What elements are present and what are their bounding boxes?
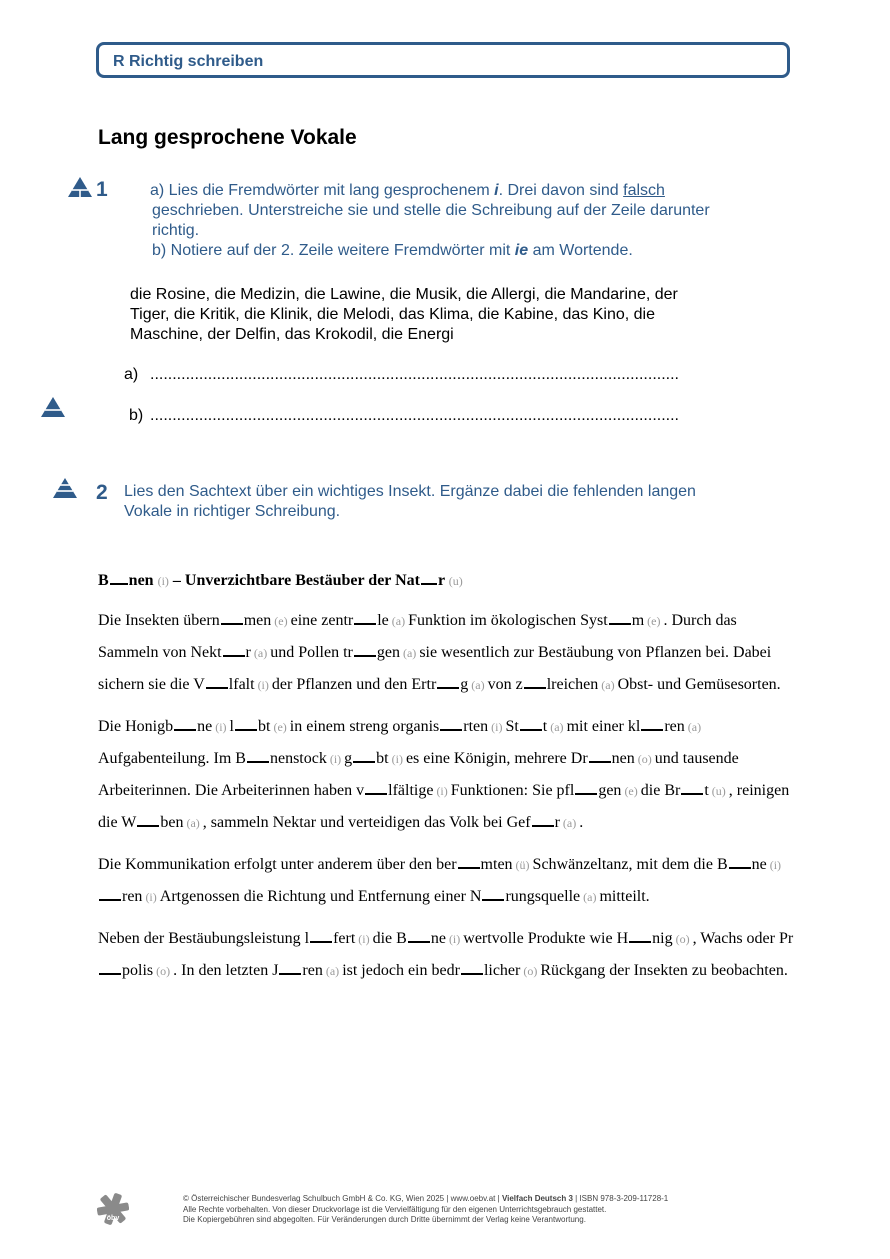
- gap[interactable]: [221, 611, 243, 625]
- paragraph-1: Die Insekten übern men (e) eine zentr le (a) Funktion im ökologischen Syst m (e) . Durch das Sammeln von Nekt r (a) und Pollen tr gen (a) sie wesentlich zur Bestäubung von Pflanzen bei. Dabei sichern sie die V lfalt (i) der Pflanzen und den Ertr g (a) von z lreichen (a) Obst- und Gemüsesorten.: [98, 612, 781, 693]
- gap[interactable]: [458, 855, 480, 869]
- gap[interactable]: [223, 643, 245, 657]
- answer-line-a-label: a): [124, 366, 139, 383]
- gap[interactable]: [461, 961, 483, 975]
- vowel-hint: (i): [445, 932, 464, 946]
- task1-b-suffix: am Wortende.: [528, 242, 633, 259]
- vowel-hint: (a): [684, 720, 702, 734]
- word-list-line1: die Rosine, die Medizin, die Lawine, die Musik, die Allergi, die Mandarine, der: [130, 286, 678, 303]
- vowel-hint: (a): [399, 646, 420, 660]
- paragraph-2: Die Honigb ne (i) l bt (e) in einem streng organis rten (i) St t (a) mit einer kl ren (a) Aufgabenteilung. Im B nenstock (i) g bt (i) es eine Königin, mehrere Dr nen (o) und tausende Arbeiterinnen. Die Arbeiterinnen haben v lfältige (i) Funktionen: Sie pfl gen (e) die Br t (u) , reinigen die W ben (a) , sammeln Nektar und verteidigen das Volk bei Gef r (a) .: [98, 718, 790, 831]
- gap[interactable]: [110, 571, 128, 585]
- vowel-hint: (e): [644, 614, 664, 628]
- gap[interactable]: [589, 749, 611, 763]
- vowel-hint: (i): [142, 890, 160, 904]
- vowel-hint: (a): [468, 678, 488, 692]
- paragraph-4: Neben der Bestäubungsleistung l fert (i) die B ne (i) wertvolle Produkte wie H nig (o) , Wachs oder Prpolis (o) . In den letzten J ren (a) ist jedoch ein bedr licher (o) Rückgang der Insekten zu beobachten.: [98, 930, 794, 979]
- task1-falsch-word: falsch: [623, 182, 665, 199]
- gap[interactable]: [575, 781, 597, 795]
- vowel-hint: (i): [326, 752, 345, 766]
- gap[interactable]: [174, 717, 196, 731]
- gap[interactable]: [440, 717, 462, 731]
- gap[interactable]: [354, 611, 376, 625]
- footer-copyright: © Österreichischer Bundesverlag Schulbuch GmbH & Co. KG, Wien 2025 | www.oebv.at | Vielfach Deutsch 3 | ISBN 978-3-209-11728-1 Alle Rechte vorbehalten. Von dieser Druckvorlage ist die Vervielfältigung für den eigenen Unterrichtsgebrauch gestattet. Die Kopiergebühren sind abgegolten. Für Veränderungen durch Dritte übernimmt der Verlag keine Verantwortung.: [183, 1194, 669, 1224]
- gap[interactable]: [353, 749, 375, 763]
- gap[interactable]: [641, 717, 663, 731]
- difficulty-pyramid-icon: [52, 477, 78, 499]
- vowel-hint: (o): [672, 932, 693, 946]
- gap[interactable]: [729, 855, 751, 869]
- gap[interactable]: [365, 781, 387, 795]
- vowel-hint: (i): [433, 784, 451, 798]
- gap[interactable]: [421, 571, 437, 585]
- vowel-hint: (a): [183, 816, 203, 830]
- vowel-hint: (e): [270, 720, 290, 734]
- gap[interactable]: [681, 781, 703, 795]
- story-title: B nen (i) – Unverzichtbare Bestäuber der Nat r (u): [98, 572, 463, 589]
- vowel-hint: (ü): [512, 858, 533, 872]
- section-header-title: R Richtig schreiben: [113, 53, 264, 70]
- word-list-line2: Tiger, die Kritik, die Klinik, die Melodi, das Klima, die Kabine, das Kino, die: [130, 306, 656, 323]
- vowel-hint: (a): [250, 646, 271, 660]
- task-number-1: 1: [96, 178, 108, 201]
- task1-a-letter: i: [494, 182, 499, 199]
- vowel-hint: (i): [766, 858, 782, 872]
- task-number-2: 2: [96, 481, 108, 504]
- vowel-hint: (i): [212, 720, 230, 734]
- vowel-hint: (a): [598, 678, 618, 692]
- vowel-hint: (a): [559, 816, 580, 830]
- vowel-hint: (a): [322, 964, 343, 978]
- task2-line1: Lies den Sachtext über ein wichtiges Insekt. Ergänze dabei die fehlenden langen: [124, 483, 696, 500]
- gap[interactable]: [629, 929, 651, 943]
- vowel-hint: (o): [520, 964, 541, 978]
- vowel-hint: (u): [448, 574, 463, 588]
- gap[interactable]: [99, 961, 121, 975]
- page-title: Lang gesprochene Vokale: [98, 126, 357, 149]
- gap[interactable]: [99, 887, 121, 901]
- vowel-hint: (o): [634, 752, 655, 766]
- story-text: [98, 605, 798, 997]
- task1-a-line2: geschrieben. Unterstreiche sie und stelle die Schreibung auf der Zeile darunter: [152, 202, 710, 219]
- gap[interactable]: [524, 675, 546, 689]
- gap[interactable]: [532, 813, 554, 827]
- vowel-hint: (e): [621, 784, 641, 798]
- task1-b-text: b) Notiere auf der 2. Zeile weitere Fremdwörter mit: [152, 242, 515, 259]
- task2-instructions: [124, 482, 804, 522]
- vowel-hint: (i): [488, 720, 506, 734]
- gap[interactable]: [310, 929, 332, 943]
- gap[interactable]: [235, 717, 257, 731]
- vowel-hint: (i): [254, 678, 272, 692]
- vowel-hint: (a): [388, 614, 409, 628]
- vowel-hint: (i): [157, 574, 169, 588]
- answer-line-a[interactable]: .......................................................................................................................: [150, 366, 679, 383]
- gap[interactable]: [137, 813, 159, 827]
- vowel-hint: (a): [580, 890, 600, 904]
- task1-b-letters: ie: [514, 242, 529, 259]
- answer-line-b[interactable]: .......................................................................................................................: [150, 407, 679, 424]
- gap[interactable]: [609, 611, 631, 625]
- task1-instructions: [150, 181, 810, 261]
- answer-line-b-label: b): [129, 407, 144, 424]
- gap[interactable]: [482, 887, 504, 901]
- task1-a-text: a) Lies die Fremdwörter mit lang gesprochenem: [150, 182, 495, 199]
- task1-a-line3: richtig.: [152, 222, 200, 239]
- task2-line2: Vokale in richtiger Schreibung.: [124, 503, 341, 520]
- publisher-logo-icon: [97, 1192, 129, 1226]
- gap[interactable]: [279, 961, 301, 975]
- vowel-hint: (a): [547, 720, 567, 734]
- difficulty-pyramid-icon: [67, 176, 93, 198]
- word-list: [130, 285, 770, 345]
- paragraph-3: Die Kommunikation erfolgt unter anderem über den ber mten (ü) Schwänzeltanz, mit dem die B ne (i) ren (i) Artgenossen die Richtung und Entfernung einer N rungsquelle (a) mitteilt.: [98, 856, 782, 905]
- task1-a-mid: . Drei davon sind: [498, 182, 624, 199]
- vowel-hint: (o): [153, 964, 174, 978]
- word-list-line3: Maschine, der Delfin, das Krokodil, die Energi: [130, 326, 454, 343]
- vowel-hint: (i): [355, 932, 373, 946]
- difficulty-pyramid-icon: [40, 396, 66, 418]
- vowel-hint: (i): [388, 752, 406, 766]
- gap[interactable]: [206, 675, 228, 689]
- gap[interactable]: [520, 717, 542, 731]
- gap[interactable]: [354, 643, 376, 657]
- gap[interactable]: [247, 749, 269, 763]
- gap[interactable]: [437, 675, 459, 689]
- vowel-hint: (e): [271, 614, 291, 628]
- section-header-box: [96, 42, 790, 78]
- svg-text:öbv: öbv: [106, 1215, 120, 1222]
- gap[interactable]: [408, 929, 430, 943]
- vowel-hint: (u): [708, 784, 729, 798]
